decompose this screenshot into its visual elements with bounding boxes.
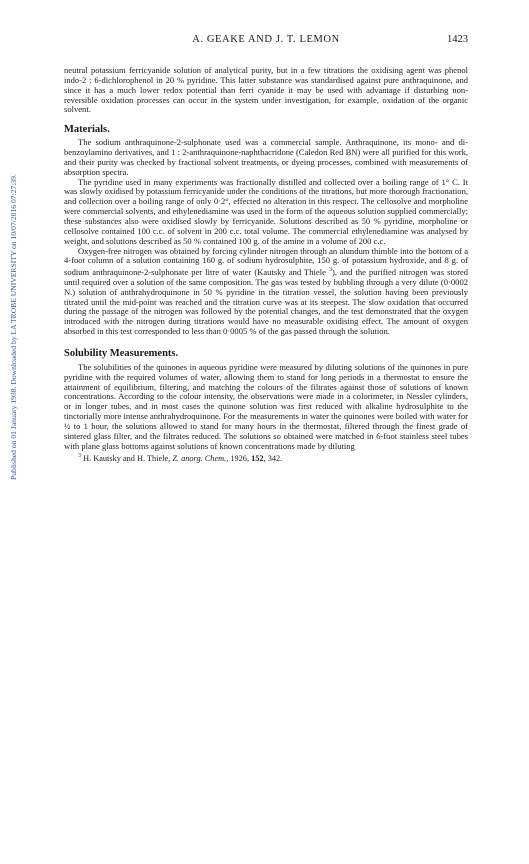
page-number: 1423 <box>447 34 468 45</box>
paragraph-materials-2: The pyridine used in many experiments was fractionally distilled and collected over a boiling range of 1° C. It was slowly oxidised by potassium ferricyanide under the conditions of the titrations, but more thorough fractionation, and collection over a boiling range of only 0·2°, effected no alteration in this respect. The cellosolve and morpholine were commercial solvents, and ethylenediamine was used in the form of the aqueous solution supplied commercially; these substances also were oxidised slowly by ferricyanide. Solutions described as 50 % pyridine, morpholine or cellosolve contained 100 c.c. of solvent in 200 c.c. total volume. The commercial ethylenediamine was analysed by weight, and solutions described as 50 % contained 100 g. of the amine in a volume of 200 c.c. <box>64 176 468 246</box>
paragraph-text: ), and the purified nitrogen was stored until required over a solution of the same composition. The gas was tested by bubbling through a very dilute (0·0002 N.) solution of anthrahydroquinone in 50 % pyridine in the titration vessel, the solution having been previously titrated until the mid-point was reached and the titration curve was at its steepest. The slow oxidation that occurred during the passage of the nitrogen was followed by the potential changes, and the test demonstrated that the oxygen introduced with the nitrogen during titrations would have no measurable oxidising effect. The amount of oxygen absorbed in this test corresponded to less than 0·0005 % of the gas passed through the solution. <box>64 267 468 337</box>
footnote-year: , 1926, <box>226 453 250 463</box>
paragraph-text: Oxygen-free nitrogen was obtained by forcing cylinder nitrogen through an alundum thimble into the bottom of a 4-foot column of a solution containing 160 g. of sodium hydrosulphite, 150 g. of potassium hydroxide, and 8 g. of sodium anthraquinone-2-sulphonate per litre of water (Kautsky and Thiele <box>64 245 468 278</box>
paragraph-materials-1: The sodium anthraquinone-2-sulphonate used was a commercial sample. Anthraquinone, its mono- and di-benzoylamino derivatives, and 1 : 2-anthraquinone-naphthacridone (Caledon Red BN) were all purified for this work, and their purity was checked by fractional solvent treatments, or dyeing processes, combined with measurements of absorption spectra. <box>64 137 468 177</box>
running-header <box>64 34 468 48</box>
paragraph-intro-continuation: neutral potassium ferricyanide solution of analytical purity, but in a few titrations the oxidising agent was phenol indo-2 : 6-dichlorophenol in 20 % pyridine. This latter substance was standardised against pure anthraquinone, and since it has a much lower redox potential than ferri cyanide it may be used with advantage if disturbing non-reversible oxidation processes can occur in the system under investigation, for example, oxidation of the organic solvent. <box>64 65 468 115</box>
article-body <box>64 66 468 463</box>
download-watermark: Published on 01 January 1938. Downloaded by LA TROBE UNIVERSITY on 10/07/2016 07:27:39. <box>9 174 18 480</box>
footnote-journal: Z. anorg. Chem. <box>172 453 227 463</box>
running-title: A. GEAKE AND J. T. LEMON <box>192 34 340 45</box>
footnote-volume: 152 <box>251 453 264 463</box>
section-heading-materials: Materials. <box>64 124 110 136</box>
footnote-authors: H. Kautsky and H. Thiele, <box>83 453 171 463</box>
footnote <box>64 452 468 464</box>
paragraph-materials-3 <box>64 247 468 337</box>
reference-mark: 3 <box>328 267 332 274</box>
paragraph-solubility: The solubilities of the quinones in aqueous pyridine were measured by diluting solutions of the quinones in pure pyridine with the required volumes of water, allowing them to stand for long periods in a thermostat to ensure the attainment of equilibrium, filtering, and matching the colours of the filtrates against those of solutions of known concentrations. According to the colour intensity, the observations were made in a colorimeter, in Nessler cylinders, or in longer tubes, and in most cases the quinone solution was first reduced with alkaline hydrosulphite to the tinctorially more intense anthrahydroquinone. For the measurements in water the quinones were boiled with water for ½ to 1 hour, the solutions allowed to stand for many hours in the thermostat, filtered through the finest grade of sintered glass filter, and the filtrates reduced. The solutions so obtained were matched in 6-foot stainless steel tubes with plane glass bottoms against solutions of known concentrations made by diluting <box>64 361 468 451</box>
footnote-mark: 3 <box>78 452 81 459</box>
section-heading-solubility: Solubility Measurements. <box>64 347 179 359</box>
footnote-pages: , 342. <box>263 453 283 463</box>
